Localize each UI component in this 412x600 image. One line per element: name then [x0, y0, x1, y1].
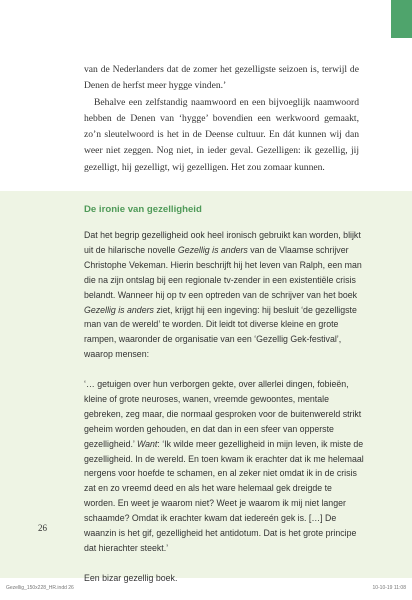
italic-word: Want: [136, 438, 158, 449]
body-paragraph: van de Nederlanders dat de zomer het gezelligste seizoen is, terwijl de Denen de herfst meer hygge vinden.’: [84, 64, 359, 92]
book-title: Gezellig is anders: [84, 304, 154, 315]
book-title: Gezellig is anders: [177, 244, 248, 255]
text-run: : ‘Ik wilde meer gezelligheid in mijn leven, ik miste de gezelligheid. In de wereld. En toen kwam ik erachter dat ik me helemaal nergens voor hoefde te schamen, en al zeker niet omdat ik in de crisis zat en zo vreemd deed en als het ware helemaal gek dreigde te worden. En weet je waarom niet? Weet je waarom ik mij niet langer schaamde? Omdat ik erachter kwam dat iedereén gek is. […] De waanzin is het gif, gezelligheid het antidotum. Dat is het grote principe dat hierachter steekt.’: [84, 438, 364, 554]
body-text: [84, 62, 359, 176]
box-closing: Een bizar gezellig boek.: [84, 572, 178, 583]
text-run: ziet, krijgt hij een ingeving: hij besluit ‘de gezelligste man van de wereld’ te worden. Dit leidt tot diverse kleine en grote rampen, waaronder de organisatie van een ‘Gezellig Gek-festival’, waarop mensen:: [84, 304, 357, 360]
box-text: [84, 228, 364, 586]
body-paragraph: Behalve een zelfstandig naamwoord en een bijvoeglijk naamwoord hebben de Denen van ‘hygge’ bovendien een werkwoord gemaakt, zo’n sleutelwoord is het in de Deense cultuur. En dát kunnen wij dan weer niet zeggen. Nog niet, in ieder geval. Gezelligen: ik gezellig, jij gezelligt, hij gezelligt, wij gezelligen. Het zou zomaar kunnen.: [84, 96, 359, 173]
text-run: van de Vlaamse schrijver Christophe Vekeman. Hierin beschrijft hij het leven van Ralph, een man die na zijn ontslag bij een regionale tv-zender in een existentiële crisis belandt. Wanneer hij op tv een optreden van de schrijver van het boek: [84, 244, 362, 300]
slug-datetime: 10-10-19 11:08: [372, 585, 406, 591]
box-title: De ironie van gezelligheid: [84, 204, 202, 215]
box-quote: [84, 377, 364, 556]
text-run: Dat het begrip gezelligheid ook heel ironisch gebruikt kan worden, blijkt uit de hilarische novelle: [84, 230, 361, 255]
green-corner-tab: [391, 0, 412, 38]
text-run: ‘… getuigen over hun verborgen gekte, over allerlei dingen, fobieën, kleine of grote neuroses, wanen, vreemde gewoontes, mentale gebreken, zeg maar, die normaal gesproken voor de buitenwereld strikt geheim worden gehouden, en dat dan in een sfeer van opperste gezelligheid.’: [84, 379, 362, 449]
slug-file: Gezellig_150x228_HR.indd 26: [6, 585, 74, 591]
box-paragraph: [84, 228, 364, 362]
page-number: 26: [38, 523, 47, 533]
